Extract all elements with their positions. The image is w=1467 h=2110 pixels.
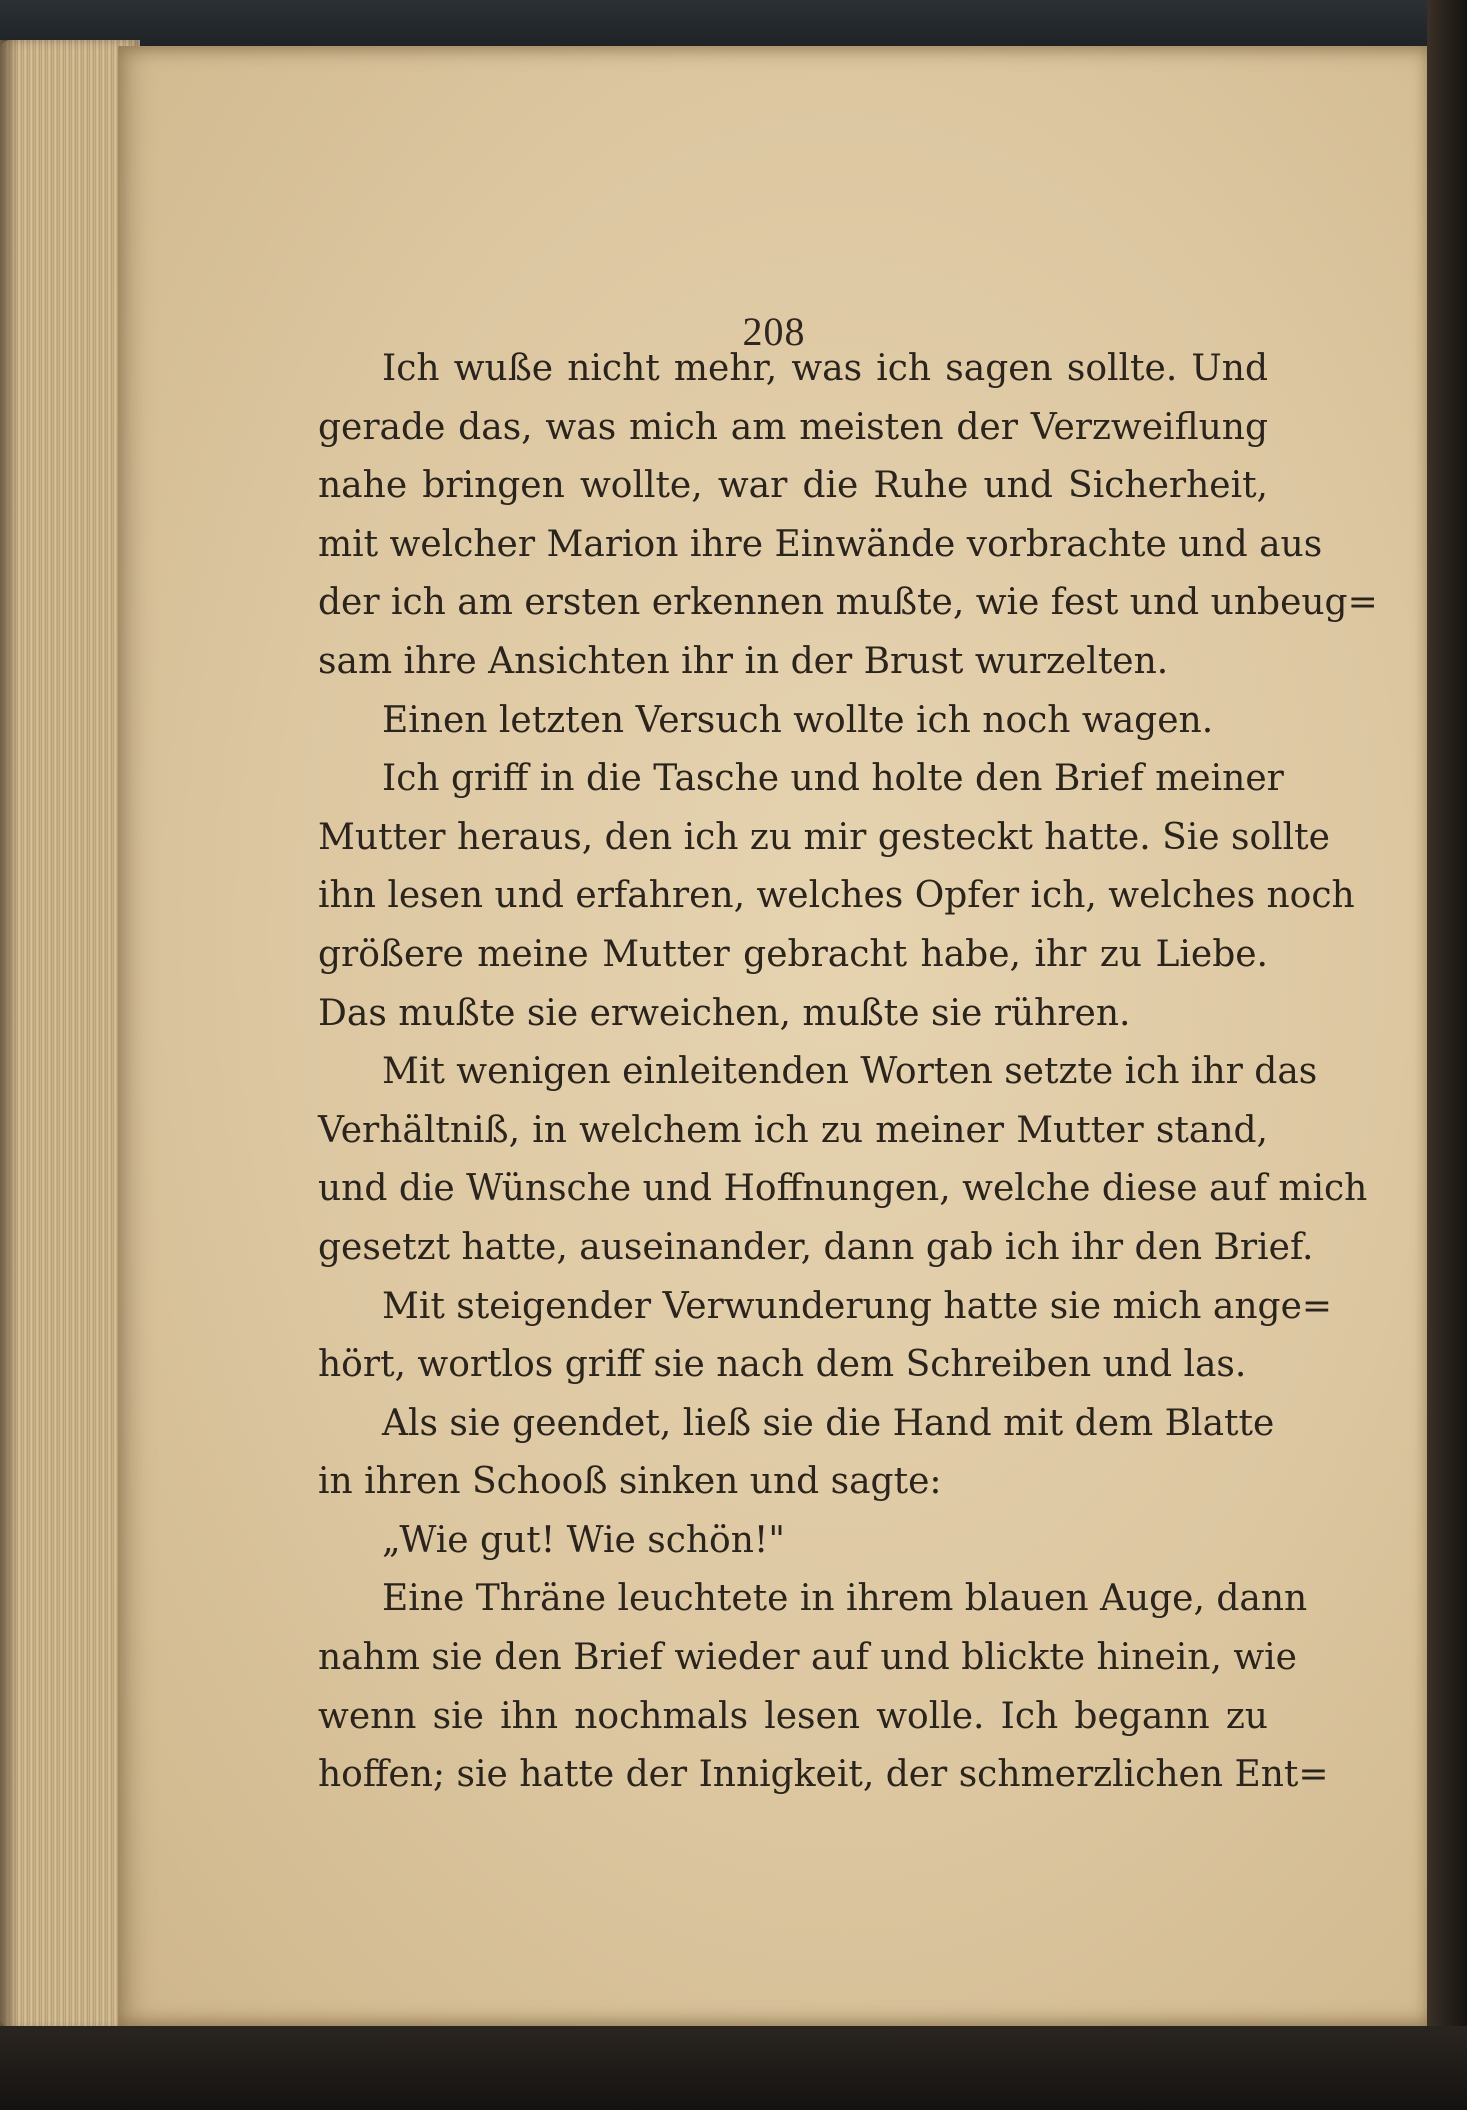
text-line: Verhältniß, in welchem ich zu meiner Mutter stand,	[318, 1109, 1268, 1151]
book-cover-bottom-edge	[0, 2026, 1467, 2110]
text-line: gesetzt hatte, auseinander, dann gab ich ihr den Brief.	[318, 1226, 1314, 1268]
text-line: Als sie geendet, ließ sie die Hand mit dem Blatte	[382, 1402, 1275, 1444]
text-line: hoffen; sie hatte der Innigkeit, der schmerzlichen Ent=	[318, 1754, 1329, 1796]
text-line: Mutter heraus, den ich zu mir gesteckt hatte. Sie sollte	[318, 816, 1330, 858]
text-line: nahm sie den Brief wieder auf und blickte hinein, wie	[318, 1637, 1297, 1679]
text-line: „Wie gut! Wie schön!"	[382, 1519, 785, 1561]
text-line: ihn lesen und erfahren, welches Opfer ich, welches noch	[318, 875, 1355, 917]
text-line: nahe bringen wollte, war die Ruhe und Sicherheit,	[318, 465, 1268, 507]
text-line: Das mußte sie erweichen, mußte sie rühren.	[318, 992, 1131, 1034]
text-line: der ich am ersten erkennen mußte, wie fest und unbeug=	[318, 582, 1378, 624]
text-line: größere meine Mutter gebracht habe, ihr zu Liebe.	[318, 933, 1268, 975]
page-number: 208	[742, 309, 806, 354]
text-line: sam ihre Ansichten ihr in der Brust wurzelten.	[318, 640, 1169, 682]
text-line: Ich wuße nicht mehr, was ich sagen sollte. Und	[382, 348, 1268, 389]
book-cover-top-edge	[0, 0, 1467, 46]
text-line: Mit wenigen einleitenden Worten setzte ich ihr das	[382, 1051, 1318, 1093]
text-line: hört, wortlos griff sie nach dem Schreiben und las.	[318, 1344, 1247, 1386]
text-line: und die Wünsche und Hoffnungen, welche diese auf mich	[318, 1168, 1368, 1210]
text-line: in ihren Schooß sinken und sagte:	[318, 1461, 942, 1503]
text-line: Einen letzten Versuch wollte ich noch wagen.	[382, 699, 1214, 741]
text-line: Ich griff in die Tasche und holte den Brief meiner	[382, 758, 1284, 800]
text-line: gerade das, was mich am meisten der Verzweiflung	[318, 406, 1268, 448]
text-line: Eine Thräne leuchtete in ihrem blauen Auge, dann	[382, 1578, 1308, 1620]
text-line: mit welcher Marion ihre Einwände vorbrachte und aus	[318, 523, 1323, 565]
book-cover-right-edge	[1427, 0, 1467, 2110]
text-line: Mit steigender Verwunderung hatte sie mich ange=	[382, 1285, 1333, 1327]
body-text	[318, 340, 1378, 1805]
text-line: wenn sie ihn nochmals lesen wolle. Ich begann zu	[318, 1695, 1268, 1737]
